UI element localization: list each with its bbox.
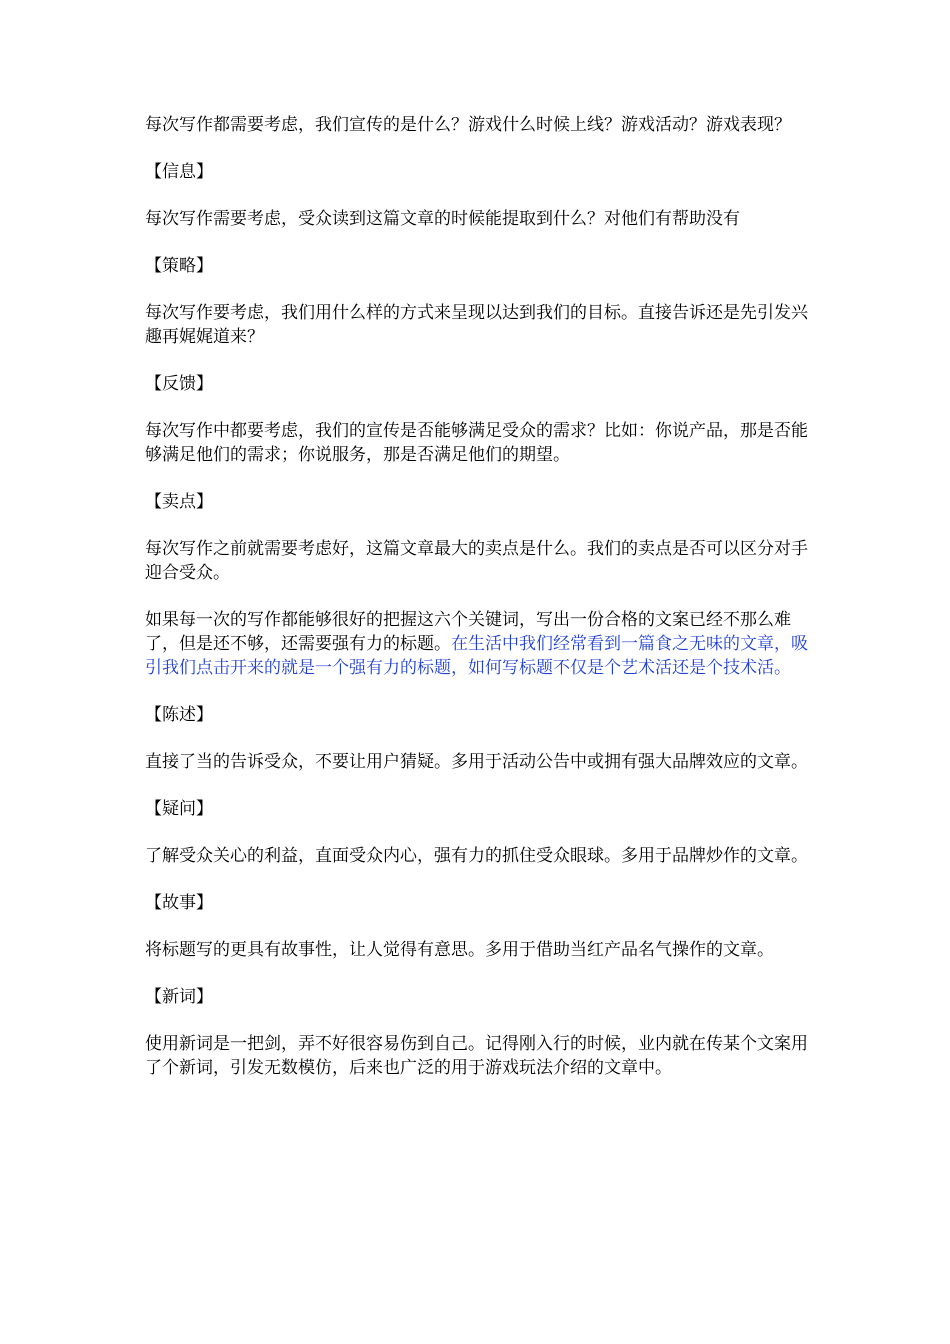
document-body bbox=[145, 113, 810, 1103]
paragraph-info: 每次写作需要考虑，受众读到这篇文章的时候能提取到什么？对他们有帮助没有 bbox=[145, 209, 740, 229]
heading-selling-point: 【卖点】 bbox=[145, 492, 213, 512]
heading-new-word: 【新词】 bbox=[145, 987, 213, 1007]
paragraph-new-word: 使用新词是一把剑，弄不好很容易伤到自己。记得刚入行的时候，业内就在传某个文案用了个新词，引发无数模仿，后来也广泛的用于游戏玩法介绍的文章中。 bbox=[145, 1034, 808, 1078]
paragraph-statement: 直接了当的告诉受众，不要让用户猜疑。多用于活动公告中或拥有强大品牌效应的文章。 bbox=[145, 752, 808, 772]
paragraph-feedback: 每次写作中都要考虑，我们的宣传是否能够满足受众的需求？比如：你说产品，那是否能够满足他们的需求；你说服务，那是否满足他们的期望。 bbox=[145, 421, 808, 465]
heading-feedback: 【反馈】 bbox=[145, 374, 213, 394]
heading-statement: 【陈述】 bbox=[145, 705, 213, 725]
paragraph-story: 将标题写的更具有故事性，让人觉得有意思。多用于借助当红产品名气操作的文章。 bbox=[145, 940, 774, 960]
heading-strategy: 【策略】 bbox=[145, 256, 213, 276]
paragraph-summary bbox=[145, 608, 810, 680]
heading-question: 【疑问】 bbox=[145, 799, 213, 819]
summary-text: 如果每一次的写作都能够很好的把握这六个关键词，写出一份合格的文案已经不那么难了，但是还不够，还需要强有力的标题。 bbox=[145, 610, 791, 654]
paragraph-strategy: 每次写作要考虑，我们用什么样的方式来呈现以达到我们的目标。直接告诉还是先引发兴趣再娓娓道来？ bbox=[145, 303, 808, 347]
paragraph-promotion: 每次写作都需要考虑，我们宣传的是什么？游戏什么时候上线？游戏活动？游戏表现？ bbox=[145, 115, 791, 135]
paragraph-selling-point: 每次写作之前就需要考虑好，这篇文章最大的卖点是什么。我们的卖点是否可以区分对手迎合受众。 bbox=[145, 539, 808, 583]
heading-story: 【故事】 bbox=[145, 893, 213, 913]
paragraph-question: 了解受众关心的利益，直面受众内心，强有力的抓住受众眼球。多用于品牌炒作的文章。 bbox=[145, 846, 808, 866]
summary-highlight-text: 在生活中我们经常看到一篇食之无味的文章，吸引我们点击开来的就是一个强有力的标题，如何写标题不仅是个艺术活还是个技术活。 bbox=[145, 634, 808, 678]
heading-info: 【信息】 bbox=[145, 162, 213, 182]
